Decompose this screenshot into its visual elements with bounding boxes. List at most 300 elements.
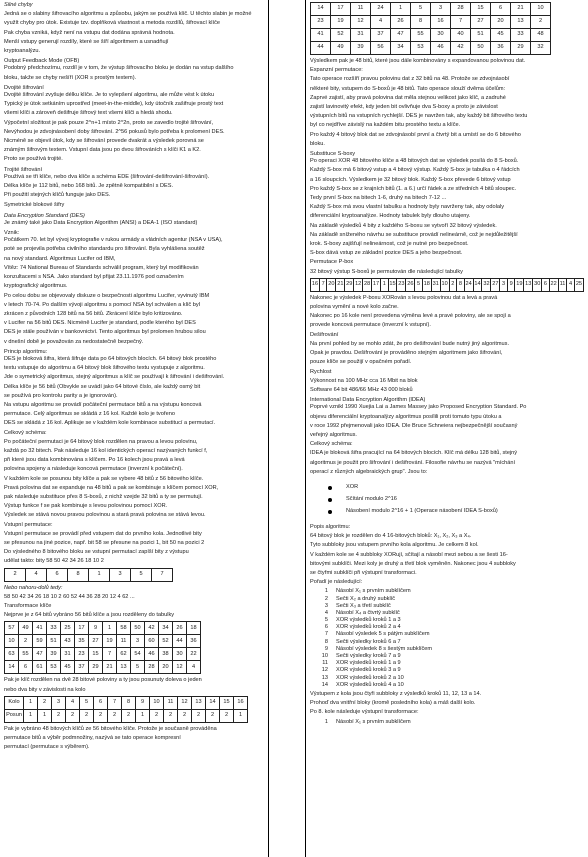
paragraph-line: poté se projevila potřeba civilního standardu pro šifrování. Byla vyhlášena soutěž	[4, 246, 205, 253]
table-cell: 7	[319, 278, 327, 291]
table-cell: 8	[68, 568, 89, 581]
table-cell: 21	[511, 3, 531, 16]
subsection-heading: Permutace P-box	[310, 259, 354, 266]
subsection-heading: Princip algoritmu:	[4, 348, 48, 355]
paragraph-line: pouze klíče se použijí v opačném pořadí.	[310, 359, 412, 366]
table-cell: 21	[103, 661, 117, 674]
table-cell: 51	[471, 29, 491, 42]
paragraph-line: Prohoď dva vnitřní bloky (kromě posledního kola) a máš další kolo.	[310, 700, 476, 707]
table-cell: 15	[388, 278, 397, 291]
compression-permutation-table	[310, 2, 551, 55]
table-cell: 6	[47, 568, 68, 581]
paragraph-line: Každý S-box má 6 bitový vstup a 4 bitový výstup. Každý S-box je tabulka o 4 řádcích	[310, 167, 520, 174]
paragraph-line: Software 64 bit 486/66 MHz 43 000 bloků	[310, 386, 413, 393]
table-cell: 31	[61, 648, 75, 661]
table-cell: 27	[89, 635, 103, 648]
table-cell: 2	[52, 709, 66, 722]
table-cell: 6	[94, 696, 108, 709]
list-item	[328, 482, 584, 494]
table-cell: 10	[150, 696, 164, 709]
table-cell: 5	[411, 3, 431, 16]
table-cell: 1	[391, 3, 411, 16]
table-cell: 2	[178, 709, 192, 722]
table-cell: 16	[234, 696, 248, 709]
table-cell: 7	[108, 696, 122, 709]
table-cell: 53	[47, 661, 61, 674]
paragraph-line: známým šifrovým textem. Vstupní data jsou po dvou šifrováních s klíči K1 a K2.	[4, 147, 201, 154]
paragraph-line: Jde o symetrický algoritmus, stejný algoritmus a klíč se používají k šifrování i dešifrování.	[4, 374, 225, 381]
paragraph-line: 32 bitový výstup S-boxů je permutován dle následující tabulky	[310, 268, 463, 275]
list-item	[314, 646, 584, 653]
table-cell: 58	[117, 622, 131, 635]
table-cell: 44	[311, 42, 331, 55]
list-item-label: Sečti X₃ a třetí subklíč	[336, 602, 391, 609]
subsection-heading: Transformace klíče	[4, 603, 52, 609]
column-divider-right	[305, 0, 306, 857]
table-cell: 30	[173, 648, 187, 661]
table-row	[311, 278, 584, 291]
table-cell: 1	[38, 709, 52, 722]
bullet-icon	[328, 486, 332, 490]
table-row	[5, 622, 201, 635]
paragraph-line: provede koncová permutace (inverzní k vstupní).	[310, 322, 431, 329]
table-cell: 12	[351, 16, 371, 29]
paragraph-line: Délka klíče je 56 bitů (Obvykle se uvádí jako 64 bitové číslo, ale každý osmý bit	[4, 383, 201, 390]
table-cell: 20	[491, 16, 511, 29]
paragraph-line: Celkový schéma:	[4, 429, 47, 436]
table-row	[5, 709, 248, 722]
table-cell: 11	[164, 696, 178, 709]
paragraph-line: nebo dva bity v závislosti na kolo	[4, 686, 86, 693]
table-cell: 19	[331, 16, 351, 29]
table-cell: 17	[331, 3, 351, 16]
section-heading: Symetrické blokové šifry	[4, 202, 65, 209]
paragraph-line: Pořadí je následující:	[310, 579, 363, 586]
paragraph-line: Pak je vybráno 48 bitových klíčů ze 56 bitového klíče. Protože je současně prováděna	[4, 725, 217, 732]
subsection-heading: Expanzní permutace:	[310, 67, 363, 74]
table-cell: 19	[515, 278, 524, 291]
table-cell: 28	[145, 661, 159, 674]
table-cell: 4	[567, 278, 575, 291]
table-cell: 43	[61, 635, 75, 648]
table-cell: 3	[110, 568, 131, 581]
table-cell: 29	[511, 42, 531, 55]
table-cell: 2	[94, 709, 108, 722]
table-cell: 17	[75, 622, 89, 635]
table-cell: 5	[415, 278, 423, 291]
table-row	[5, 635, 201, 648]
paragraph-line: V každém kole se posunou bity klíče a pak se vybere 48 bitů z 56 bitového klíče.	[4, 475, 204, 482]
section-heading: International Data Encryption Algorithm (IDEA)	[310, 397, 426, 404]
table-cell: 16	[311, 278, 320, 291]
paragraph-line: pak následuje substituce přes 8 S-boxů, z nichž vzejde 32 bitů a ty se permutují.	[4, 493, 203, 500]
table-cell: 2	[164, 709, 178, 722]
paragraph-line: Vítěz: 74 National Bureau of Standards schválil program, který byl modifikován	[4, 264, 199, 271]
paragraph-line: Vstupní permutace:	[4, 521, 53, 528]
table-cell: 24	[464, 278, 473, 291]
table-cell: 28	[451, 3, 471, 16]
paragraph-line: zkrácen z původních 128 bitů na 56 bitů. Zkrácení klíče bylo kritizováno.	[4, 310, 183, 317]
list-item-label: XOR výsledků kroků 3 a 9	[336, 667, 401, 674]
table-cell: 60	[145, 635, 159, 648]
paragraph-line: se používá pro kontrolu parity a je ignorován).	[4, 392, 118, 399]
table-row	[5, 696, 248, 709]
list-item	[314, 624, 584, 631]
paragraph-line: Pak je klíč rozdělen na dvě 28 bitové poloviny a ty jsou posunuty doleva o jeden	[4, 677, 202, 684]
table-cell: 13	[192, 696, 206, 709]
table-cell: 12	[354, 278, 363, 291]
table-cell: 54	[131, 648, 145, 661]
table-cell: 4	[66, 696, 80, 709]
table-cell: 3	[500, 278, 508, 291]
paragraph-line: v roce 1992 přejmenovali jako IDEA. Dle Bruce Schneiera nejbezpečnější současný	[310, 422, 518, 429]
operations-list	[328, 482, 584, 518]
list-item	[314, 667, 584, 674]
table-cell: 4	[371, 16, 391, 29]
table-cell: 17	[372, 278, 381, 291]
table-cell: 11	[117, 635, 131, 648]
subsection-heading: Rychlost	[310, 368, 332, 375]
table-cell: 4	[26, 568, 47, 581]
table-cell: 5	[131, 661, 145, 674]
table-cell: 2	[108, 709, 122, 722]
table-cell: 61	[33, 661, 47, 674]
table-cell: 32	[482, 278, 491, 291]
p-box-table	[310, 278, 584, 292]
table-row	[311, 42, 551, 55]
list-item-label: XOR výsledků kroků 1 a 3	[336, 617, 401, 624]
paragraph-line: Tedy první S-box na bitech 1-6, druhý na bitech 7-12 ...	[310, 195, 447, 202]
paragraph-line: Nakonec po 16 kole není provedena výměna levé a pravé poloviny, ale se spojí a	[310, 313, 511, 320]
table-cell: 3	[431, 3, 451, 16]
paragraph-line: IDEA je bloková šifra pracující na 64 bitových blocích. Klíč má délku 128 bitů, stejný	[310, 450, 518, 457]
list-item-label: XOR	[346, 484, 359, 491]
table-cell: 37	[371, 29, 391, 42]
table-cell: 39	[351, 42, 371, 55]
table-cell: 27	[491, 278, 500, 291]
paragraph-line: Každý S-box má svou vlastní tabulku a hodnoty byly navrženy tak, aby odolaly	[310, 204, 505, 211]
paragraph-line: Po celou dobu se objevovaly diskuze o bezpečnosti algoritmu Lucifer, vyvinutý IBM	[4, 292, 210, 299]
table-cell: 7	[152, 568, 173, 581]
table-cell: 49	[331, 42, 351, 55]
paragraph-line: výstupních bitů na vstupních rychlejší. DES je navržen tak, aby každý bit šifrového textu	[310, 113, 528, 120]
paragraph-line: polovina spojeny a následuje koncová permutace (inverzní k počáteční).	[4, 466, 183, 473]
table-cell: 44	[173, 635, 187, 648]
paragraph-line: DES se skládá z 16 kol. Aplikuje se v každém kole kombinace substitucí a permutací.	[4, 420, 216, 427]
table-cell: 31	[351, 29, 371, 42]
table-cell: 8	[411, 16, 431, 29]
paragraph-line: Výsledek se stává novou pravou polovinou a stará pravá polovina se stává levou.	[4, 512, 206, 519]
table-cell: 48	[531, 29, 551, 42]
list-item-label: Sčítání modulo 2^16	[346, 496, 397, 503]
paragraph-line: Dvojité šifrování zvyšuje délku klíče. Je to vylepšení algoritmu, ale může vést k útoku	[4, 92, 215, 99]
table-cell: 36	[491, 42, 511, 55]
table-cell: 39	[47, 648, 61, 661]
table-cell: 63	[5, 648, 19, 661]
list-item-label: Násobení modulo 2^16 + 1 (Operace násobení IDEA S-boxů)	[346, 508, 498, 515]
paragraph-line: algoritmus je použit pro šifrování i dešifrování. Filosofie návrhu se nazývá "míchání	[310, 459, 516, 466]
paragraph-line: zajistí lavinovitý efekt, kdy jeden bit ovlivňuje dva S-boxy a proto je závislost	[310, 104, 498, 111]
paragraph-line: Typický je útok setkáním uprostřed (meet-in-the-middle), kdy útočník zašifruje prostý text	[4, 101, 224, 108]
table-cell: 2	[5, 568, 26, 581]
paragraph-line: a 16 sloupcích. Výsledkem je 32 bitový blok. Každý S-box převede 6 bitový vstup	[310, 176, 511, 183]
intro-section	[4, 2, 266, 55]
list-item	[314, 631, 584, 638]
table-cell: 45	[61, 661, 75, 674]
subsection-heading: Popis algoritmu:	[310, 523, 351, 530]
list-item-number: 7	[324, 631, 328, 638]
paragraph-line: Tato operace rozšíří pravou polovinu dat z 32 bitů na 48. Protože se zdvojnásobí	[310, 76, 510, 83]
table-cell: 24	[371, 3, 391, 16]
list-item	[314, 588, 584, 595]
table-cell: 15	[471, 3, 491, 16]
column-divider-left	[268, 0, 269, 857]
paragraph-line: 64 bitový blok je rozdělen do 4 16-bitových bloků: X₁, X₂, X₃ a X₄.	[310, 533, 472, 540]
section-heading: Silné chyby	[4, 2, 33, 8]
table-cell: 13	[511, 16, 531, 29]
table-cell: 2	[206, 709, 220, 722]
table-cell: 1	[24, 696, 38, 709]
table-cell: 15	[89, 648, 103, 661]
paragraph-line: Proto se používá trojité.	[4, 156, 63, 163]
paragraph-line: permutace. Celý algoritmus se skládá z 16 kol. Každé kolo je tvořeno	[4, 411, 176, 418]
table-cell: 2	[19, 635, 33, 648]
paragraph-line: Po 8. kole následuje výstupní transformace:	[310, 709, 419, 716]
table-cell: 10	[440, 278, 449, 291]
table-cell: 2	[150, 709, 164, 722]
paragraph-line: udělat takto: bity 58 50 42 34 26 18 10 2	[4, 558, 104, 565]
list-item	[314, 603, 584, 610]
paragraph-line: Na vstupu algoritmu se provádí počáteční permutace bitů a na výstupu koncová	[4, 401, 202, 408]
paragraph-line: Na základě výsledků 4 bity z každého S-boxu se vytvoří 32 bitový výsledek.	[310, 222, 497, 229]
table-cell: 47	[391, 29, 411, 42]
list-item-label: Násobí X₁ s prvním subklíčem	[336, 588, 411, 595]
table-cell: 1	[89, 568, 110, 581]
table-cell: 46	[145, 648, 159, 661]
table-cell: 6	[491, 3, 511, 16]
paragraph-line: Pak chyba vzniká, když není na vstupu dat dodána správná hodnota.	[4, 29, 175, 36]
paragraph-line: S-box dává vstup ze základní pozice DES a jeho bezpečnost.	[310, 250, 463, 257]
table-cell: 40	[451, 29, 471, 42]
table-cell: 36	[187, 635, 201, 648]
paragraph-line: Výsledkem pak je 48 bitů, které jsou dále kombinovány s expandovanou polovinou dat.	[310, 58, 526, 64]
table-cell: 2	[449, 278, 457, 291]
final-steps-list	[314, 719, 584, 726]
table-cell: 21	[336, 278, 345, 291]
paragraph-line: Po operaci XOR 48 bitového klíče a 48 bitových dat se výsledek posílá do 8 S-boxů.	[310, 158, 519, 165]
paragraph-line: kryptoanalýzu.	[4, 48, 41, 55]
list-item-label: Násobí X₁ s prvním subklíčem	[336, 718, 411, 725]
table-cell: 59	[33, 635, 47, 648]
list-item-number: 10	[321, 653, 328, 660]
table-cell: 45	[491, 29, 511, 42]
paragraph-line: některé bity, vstupem do S-boxů je 48 bitů. Tato operace slouží dvěma účelům:	[310, 85, 506, 92]
paragraph-line: Tyto subbloky jsou vstupem prvního kola algoritmu. Je celkem 8 kol.	[310, 542, 479, 549]
table-cell: 18	[422, 278, 431, 291]
table-cell: 14	[473, 278, 482, 291]
table-cell: 2	[80, 709, 94, 722]
table-cell: 10	[531, 3, 551, 16]
table-cell: 29	[345, 278, 354, 291]
table-cell: 2	[38, 696, 52, 709]
paragraph-line: se čtyřmi subklíči při výstupní transformaci.	[310, 569, 417, 576]
table-cell: 23	[75, 648, 89, 661]
paragraph-line: všemi klíči a zároveň dešifruje šifrový text všemi klíči a hledá shodu.	[4, 110, 173, 117]
list-item	[328, 506, 584, 518]
table-cell: 32	[531, 42, 551, 55]
table-cell: 11	[351, 3, 371, 16]
table-cell: 29	[89, 661, 103, 674]
paragraph-line: Menší vstupy generují rozdíly, které se šíří algoritmem a usnadňují	[4, 38, 169, 45]
paragraph-line: Při použití stejných klíčů funguje jako DES.	[4, 192, 111, 199]
table-cell: 11	[558, 278, 567, 291]
table-cell: 31	[431, 278, 440, 291]
list-item-number: 6	[324, 624, 328, 631]
paragraph-line: každá po 32 bitech. Pak následuje 16 kol identických operací nazývaných funkcí f,	[4, 447, 208, 454]
table-cell: 1	[103, 622, 117, 635]
table-cell: 18	[187, 622, 201, 635]
table-cell: 1	[24, 709, 38, 722]
paragraph-line: bloku, takže se chyby nešíří (XOR s prostým textem).	[4, 74, 137, 81]
paragraph-line: permutace bitů a výběr podmnožiny, nazývá se tato operace kompresní	[4, 735, 181, 742]
paragraph-line: Zaprvé zajistí, aby pravá polovina dat měla stejnou velikost jako klíč, a zadruhé	[310, 94, 506, 101]
paragraph-line: DES je bloková šifra, která šifruje data po 64 bitových blocích. 64 bitový blok prostého	[4, 355, 217, 362]
table-cell: 22	[187, 648, 201, 661]
paragraph-line: byl co nejdříve závislý na každém bitu prostého textu a klíče.	[310, 122, 461, 129]
paragraph-line: Po počáteční permutaci je 64 bitový blok rozdělen na pravou a levou polovinu,	[4, 438, 198, 445]
table-cell: 34	[159, 622, 173, 635]
table-cell: 26	[173, 622, 187, 635]
table-row	[5, 648, 201, 661]
list-item-label: XOR výsledků kroků 2 a 10	[336, 674, 404, 681]
paragraph-line: operací z různých algebraických grup". Jsou to:	[310, 468, 428, 475]
table-cell: 34	[391, 42, 411, 55]
table-cell: 47	[33, 648, 47, 661]
table-cell: 9	[507, 278, 515, 291]
table-cell: 15	[220, 696, 234, 709]
paragraph-line: Pro každý 4 bitový blok dat se zdvojnásobí první a čtvrtý bit a umístí se do 6 bitového	[310, 131, 521, 138]
paragraph-line: krok. S-boxy zajišťují nelineárnost, což je nutné pro bezpečnost.	[310, 241, 469, 248]
table-cell: 19	[103, 635, 117, 648]
table-cell: 13	[524, 278, 533, 291]
table-cell: 10	[5, 635, 19, 648]
table-cell: 53	[411, 42, 431, 55]
table-cell: 52	[331, 29, 351, 42]
paragraph-line: Je známý také jako Data Encryption Algorithm (ANSI) a DEA-1 (ISO standard)	[4, 219, 198, 226]
section-heading: Output Feedback Mode (OFB)	[4, 58, 80, 65]
table-cell: 1	[136, 709, 150, 722]
paragraph-line: bitovými subklíči. Mezi koly je druhý a třetí blok vyměněn. Nakonec jsou 4 subbloky	[310, 560, 516, 567]
table-cell: 7	[103, 648, 117, 661]
table-cell: 51	[47, 635, 61, 648]
table-cell: 2	[531, 16, 551, 29]
list-item-number: 1	[324, 588, 328, 595]
table-cell: 41	[311, 29, 331, 42]
paragraph-line: Používá se tři klíče, nebo dva klíče a schéma EDE (šifrování-dešifrování-šifrování).	[4, 173, 210, 180]
table-cell: 2	[192, 709, 206, 722]
list-item-label: XOR výsledků kroků 1 a 9	[336, 660, 401, 667]
table-cell: 25	[574, 278, 583, 291]
table-cell: 56	[371, 42, 391, 55]
list-item-label: XOR výsledků kroků 2 a 4	[336, 624, 401, 631]
paragraph-line: polovina vymění a nové kolo začne.	[310, 304, 399, 311]
list-item-number: 8	[324, 638, 328, 645]
table-cell: 6	[542, 278, 550, 291]
paragraph-line: v dnešní době je považován za nedostatečně bezpečný.	[4, 338, 144, 345]
left-column	[4, 2, 266, 853]
table-cell: 4	[187, 661, 201, 674]
permuted-choice-table	[4, 621, 201, 674]
table-cell: 3	[131, 635, 145, 648]
bullet-icon	[328, 510, 332, 514]
table-cell: 22	[549, 278, 558, 291]
table-cell: 23	[397, 278, 406, 291]
paragraph-line: V každém kole se 4 subbloky XORují, sčítají a násobí mezi sebou a se šesti 16-	[310, 551, 508, 558]
caption: Nebo nahoru-dolů tedy:	[4, 584, 63, 591]
paragraph-line: Výstup funkce f se pak kombinuje s levou polovinou pomocí XOR.	[4, 503, 168, 510]
paragraph-line: Poprvé vznikl 1990 Xuejia Lai a James Massey jako Proposed Encryption Standard. Po	[310, 404, 527, 411]
paragraph-line: kryptografický algoritmus.	[4, 283, 68, 290]
paragraph-line: 58 50 42 34 26 18 10 2 60 52 44 36 28 20 12 4 62 ...	[4, 593, 135, 600]
paragraph-line: objevu diferenciální kryptoanalýzy algoritmus posílili proti tomuto typu útoku a	[310, 413, 502, 420]
table-cell: 30	[533, 278, 542, 291]
table-cell: 55	[19, 648, 33, 661]
table-cell: 30	[431, 29, 451, 42]
paragraph-line: využít chyby pro útok. Existuje tzv. doplňková vlastnost a metoda rozdílů, šifrovací klíče	[4, 20, 220, 27]
paragraph-line: Nicméně se objevil útok, kdy se šifrování provede dvakrát a výsledek porovná se	[4, 138, 204, 145]
paragraph-line: Nakonec je výsledek P-boxu XORován s levou polovinou dat a levá a pravá	[310, 294, 498, 301]
list-item-number: 3	[324, 602, 328, 609]
paragraph-line: textu vstupuje do algoritmu a 64 bitový blok šifrového textu vystupuje z algoritmu.	[4, 365, 205, 372]
table-cell: 50	[131, 622, 145, 635]
table-cell: 20	[327, 278, 336, 291]
paragraph-line: Na základě sníženého návrhu se substituce provádí nelineárně, což je nejdůležitější	[310, 231, 518, 238]
list-item: 1 Násobí X₁ s prvním subklíčem	[324, 718, 411, 725]
table-cell: 42	[145, 622, 159, 635]
table-cell: 37	[75, 661, 89, 674]
table-cell: 5	[80, 696, 94, 709]
bit-order-table	[4, 568, 173, 582]
paragraph-line: Výstupem z kola jsou čtyři subbloky z výsledků kroků 11, 12, 13 a 14.	[310, 690, 482, 697]
table-cell: 9	[89, 622, 103, 635]
list-item-label: Sečti výsledky kroků 7 a 9	[336, 653, 401, 660]
subsection-heading: Data Encryption Standard (DES)	[4, 212, 85, 219]
paragraph-line: Podobný předchozímu, rozdíl je v tom, že výstup šifrovacího bloku je dodán na vstup dalšího	[4, 65, 234, 72]
list-item-number: 12	[321, 667, 328, 674]
right-column	[310, 2, 584, 853]
table-row	[311, 16, 551, 29]
row-label: Posun	[5, 709, 24, 722]
table-cell: 20	[159, 661, 173, 674]
list-item	[314, 596, 584, 603]
table-row	[5, 661, 201, 674]
list-item-label: Násobí výsledek 8 s šestým subklíčem	[336, 645, 433, 652]
table-cell: 14	[206, 696, 220, 709]
table-cell: 41	[33, 622, 47, 635]
subsection-heading: Vznik:	[4, 230, 20, 237]
subsection-heading: Dešifrování	[310, 331, 339, 338]
paragraph-line: v letech 70-74. Po dalším vývoji algoritmu s pomocí NSA byl schválen a klíč byl	[4, 301, 200, 308]
table-cell: 49	[19, 622, 33, 635]
table-cell: 25	[61, 622, 75, 635]
subsection-heading: Celkový schéma:	[310, 441, 353, 448]
list-item-label: Násobí výsledek 5 s pátým subklíčem	[336, 631, 430, 638]
paragraph-line: Na první pohled by se mohlo zdát, že pro dešifrování bude nutný jiný algoritmus.	[310, 340, 509, 347]
table-cell: 2	[66, 709, 80, 722]
table-cell: 42	[451, 42, 471, 55]
table-cell: 13	[117, 661, 131, 674]
table-cell: 8	[457, 278, 465, 291]
